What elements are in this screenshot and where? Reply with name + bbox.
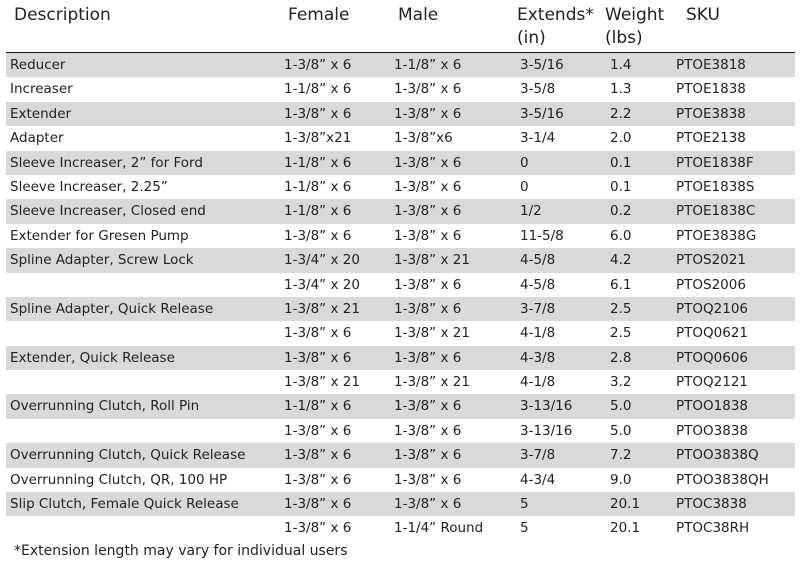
table-row	[6, 273, 795, 297]
cell-female: 1-3/4” x 20	[284, 252, 360, 269]
cell-sku: PTOE1838F	[676, 154, 754, 171]
cell-sku: PTOE1838C	[676, 203, 756, 220]
cell-extends: 5	[520, 520, 529, 537]
cell-extends: 4-3/8	[520, 349, 556, 366]
cell-weight: 20.1	[610, 520, 641, 537]
cell-male: 1-3/8” x 6	[394, 105, 462, 122]
cell-weight: 1.3	[610, 81, 632, 98]
cell-extends: 3-13/16	[520, 398, 573, 415]
cell-female: 1-3/8” x 6	[284, 447, 352, 464]
cell-male: 1-3/8” x 6	[394, 471, 462, 488]
cell-extends: 0	[520, 154, 529, 171]
cell-male: 1-3/8” x 6	[394, 349, 462, 366]
cell-weight: 7.2	[610, 447, 632, 464]
cell-weight: 5.0	[610, 398, 632, 415]
cell-extends: 3-5/16	[520, 105, 564, 122]
cell-extends: 3-1/4	[520, 130, 556, 147]
cell-description: Slip Clutch, Female Quick Release	[10, 496, 239, 513]
cell-sku: PTOC3838	[676, 496, 747, 513]
cell-weight: 2.2	[610, 105, 632, 122]
cell-female: 1-3/8” x 6	[284, 520, 352, 537]
table-row	[6, 419, 795, 443]
table-row	[6, 370, 795, 394]
cell-female: 1-3/8” x 6	[284, 349, 352, 366]
cell-sku: PTOE3838G	[676, 227, 757, 244]
cell-description: Reducer	[10, 57, 66, 73]
table-row	[6, 443, 795, 467]
cell-description: Sleeve Increaser, 2.25”	[10, 178, 168, 195]
cell-sku: PTOQ0621	[676, 325, 748, 342]
cell-extends: 3-13/16	[520, 422, 573, 439]
cell-weight: 0.1	[610, 154, 632, 171]
cell-male: 1-3/8” x 6	[394, 422, 462, 439]
cell-female: 1-3/8” x 6	[284, 227, 352, 244]
table-row	[6, 492, 795, 516]
cell-female: 1-1/8” x 6	[284, 154, 352, 171]
cell-sku: PTOO3838Q	[676, 447, 759, 464]
cell-description: Overrunning Clutch, Quick Release	[10, 447, 246, 464]
cell-male: 1-3/8” x 6	[394, 81, 462, 98]
table-row	[6, 297, 795, 321]
cell-female: 1-3/8” x 6	[284, 325, 352, 342]
cell-description: Sleeve Increaser, 2” for Ford	[10, 154, 203, 171]
table-row	[6, 248, 795, 272]
cell-female: 1-3/8” x 21	[284, 300, 360, 317]
cell-male: 1-3/8” x 21	[394, 374, 470, 391]
table-row	[6, 102, 795, 126]
cell-extends: 4-1/8	[520, 325, 556, 342]
cell-female: 1-3/8” x 6	[284, 471, 352, 488]
cell-weight: 2.5	[610, 300, 632, 317]
cell-sku: PTOE3818	[676, 57, 746, 73]
table-row	[6, 53, 795, 77]
cell-extends: 3-7/8	[520, 300, 556, 317]
cell-weight: 6.1	[610, 276, 632, 293]
cell-sku: PTOC38RH	[676, 520, 750, 537]
cell-description: Extender	[10, 105, 72, 122]
cell-extends: 4-5/8	[520, 276, 556, 293]
product-table	[6, 53, 795, 541]
cell-female: 1-3/8” x 21	[284, 374, 360, 391]
cell-weight: 2.0	[610, 130, 632, 147]
table-row	[6, 468, 795, 492]
header-extends: Extends*	[517, 5, 594, 25]
cell-female: 1-1/8” x 6	[284, 81, 352, 98]
cell-description: Sleeve Increaser, Closed end	[10, 203, 206, 220]
cell-extends: 5	[520, 496, 529, 513]
cell-extends: 3-5/16	[520, 57, 564, 73]
header-weight: Weight	[605, 5, 665, 25]
cell-weight: 2.5	[610, 325, 632, 342]
cell-sku: PTOE2138	[676, 130, 746, 147]
cell-sku: PTOE1838S	[676, 178, 755, 195]
cell-weight: 6.0	[610, 227, 632, 244]
cell-female: 1-3/4” x 20	[284, 276, 360, 293]
cell-sku: PTOE1838	[676, 81, 746, 98]
cell-male: 1-3/8” x 6	[394, 300, 462, 317]
cell-extends: 1/2	[520, 203, 542, 220]
cell-male: 1-3/8” x 21	[394, 325, 470, 342]
table-row	[6, 126, 795, 150]
cell-weight: 2.8	[610, 349, 632, 366]
cell-description: Overrunning Clutch, Roll Pin	[10, 398, 200, 415]
table-row	[6, 321, 795, 345]
cell-extends: 0	[520, 178, 529, 195]
cell-male: 1-3/8” x 6	[394, 496, 462, 513]
header-description: Description	[14, 5, 111, 25]
cell-description: Increaser	[10, 81, 73, 98]
cell-weight: 1.4	[610, 57, 632, 73]
cell-female: 1-1/8” x 6	[284, 398, 352, 415]
table-row	[6, 151, 795, 175]
cell-description: Adapter	[10, 130, 64, 147]
cell-female: 1-3/8” x 6	[284, 496, 352, 513]
cell-male: 1-3/8”x6	[394, 130, 453, 147]
cell-sku: PTOO3838	[676, 422, 748, 439]
cell-weight: 9.0	[610, 471, 632, 488]
table-row	[6, 175, 795, 199]
cell-male: 1-3/8” x 6	[394, 178, 462, 195]
cell-weight: 3.2	[610, 374, 632, 391]
cell-female: 1-1/8” x 6	[284, 203, 352, 220]
cell-description: Overrunning Clutch, QR, 100 HP	[10, 471, 228, 488]
cell-male: 1-3/8” x 6	[394, 276, 462, 293]
footnote: *Extension length may vary for individual users	[14, 543, 348, 559]
cell-female: 1-3/8” x 6	[284, 57, 352, 73]
cell-sku: PTOS2006	[676, 276, 746, 293]
table-row	[6, 346, 795, 370]
header-female: Female	[288, 5, 350, 25]
cell-description: Extender, Quick Release	[10, 349, 175, 366]
header-weight-unit: (lbs)	[605, 28, 643, 48]
cell-sku: PTOQ2106	[676, 300, 748, 317]
cell-female: 1-3/8”x21	[284, 130, 352, 147]
cell-weight: 0.1	[610, 178, 632, 195]
cell-sku: PTOO3838QH	[676, 471, 769, 488]
cell-weight: 0.2	[610, 203, 632, 220]
cell-extends: 11-5/8	[520, 227, 564, 244]
cell-extends: 4-1/8	[520, 374, 556, 391]
cell-male: 1-3/8” x 6	[394, 447, 462, 464]
cell-sku: PTOO1838	[676, 398, 748, 415]
cell-weight: 5.0	[610, 422, 632, 439]
cell-extends: 3-7/8	[520, 447, 556, 464]
cell-description: Extender for Gresen Pump	[10, 227, 189, 244]
cell-male: 1-1/8” x 6	[394, 57, 462, 73]
cell-description: Spline Adapter, Screw Lock	[10, 252, 194, 269]
cell-extends: 4-5/8	[520, 252, 556, 269]
cell-male: 1-3/8” x 6	[394, 227, 462, 244]
table-row	[6, 394, 795, 418]
cell-extends: 3-5/8	[520, 81, 556, 98]
cell-female: 1-3/8” x 6	[284, 105, 352, 122]
cell-male: 1-3/8” x 6	[394, 154, 462, 171]
cell-sku: PTOQ0606	[676, 349, 748, 366]
table-row	[6, 199, 795, 223]
cell-female: 1-1/8” x 6	[284, 178, 352, 195]
cell-description: Spline Adapter, Quick Release	[10, 300, 214, 317]
table-row	[6, 224, 795, 248]
cell-male: 1-3/8” x 21	[394, 252, 470, 269]
cell-male: 1-1/4” Round	[394, 520, 484, 537]
header-sku: SKU	[686, 5, 720, 25]
cell-female: 1-3/8” x 6	[284, 422, 352, 439]
cell-sku: PTOS2021	[676, 252, 746, 269]
header-extends-unit: (in)	[517, 28, 546, 48]
cell-weight: 4.2	[610, 252, 632, 269]
cell-male: 1-3/8” x 6	[394, 203, 462, 220]
cell-extends: 4-3/4	[520, 471, 556, 488]
cell-male: 1-3/8” x 6	[394, 398, 462, 415]
header-male: Male	[398, 5, 439, 25]
cell-sku: PTOQ2121	[676, 374, 748, 391]
cell-weight: 20.1	[610, 496, 641, 513]
table-row	[6, 516, 795, 540]
cell-sku: PTOE3838	[676, 105, 746, 122]
table-row	[6, 77, 795, 101]
